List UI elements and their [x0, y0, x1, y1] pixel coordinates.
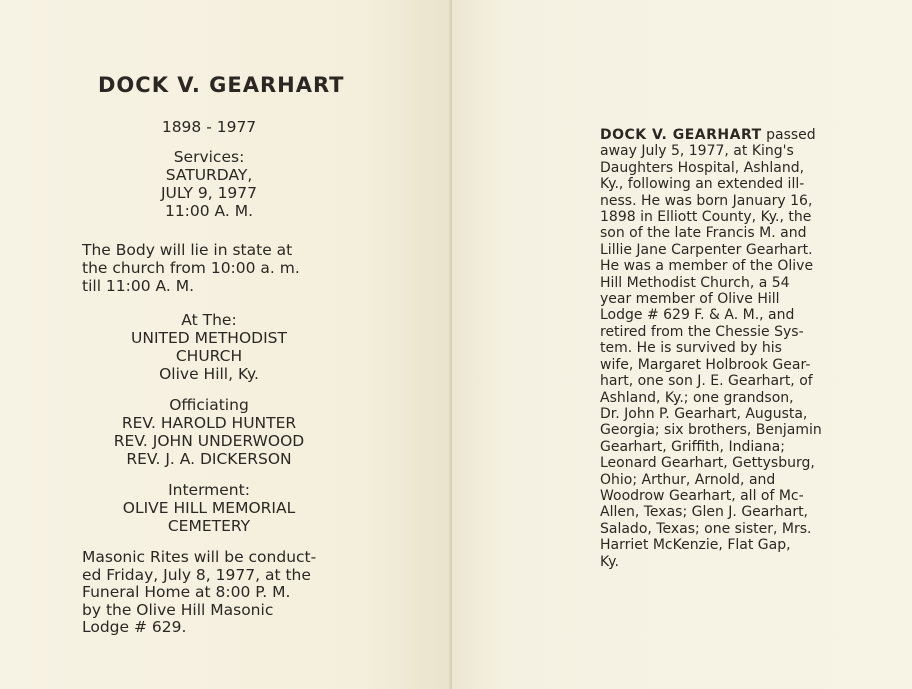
masonic-line: Funeral Home at 8:00 P. M. — [82, 583, 291, 601]
obituary-line: Woodrow Gearhart, all of Mc- — [600, 487, 804, 504]
masonic-line: Lodge # 629. — [82, 618, 187, 636]
obituary-line: 1898 in Elliott County, Ky., the — [600, 209, 812, 226]
obituary-line: Ashland, Ky.; one grandson, — [600, 389, 794, 406]
obituary-line: Ky., following an extended ill- — [600, 176, 805, 193]
cemetery-name-line: OLIVE HILL MEMORIAL — [122, 499, 296, 517]
obituary-line: Hill Methodist Church, a 54 — [600, 274, 790, 291]
obituary-line: Allen, Texas; Glen J. Gearhart, — [600, 504, 809, 521]
obituary-line: Leonard Gearhart, Gettysburg, — [600, 455, 815, 472]
lie-in-state-line: The Body will lie in state at — [82, 241, 293, 259]
obituary-line: hart, one son J. E. Gearhart, of — [600, 373, 813, 390]
interment-block — [80, 481, 338, 535]
interment-label: Interment: — [168, 481, 250, 499]
officiant-name: REV. HAROLD HUNTER — [121, 414, 297, 432]
obituary-line: Harriet McKenzie, Flat Gap, — [600, 537, 791, 554]
officiant-name: REV. J. A. DICKERSON — [126, 450, 292, 468]
masonic-line: Masonic Rites will be conduct- — [82, 548, 317, 566]
obituary-line: Lodge # 629 F. & A. M., and — [600, 307, 795, 324]
obituary-text — [600, 127, 850, 570]
obituary-line: Salado, Texas; one sister, Mrs. — [600, 520, 812, 537]
church-name-line: CHURCH — [175, 347, 243, 365]
obituary-line: Gearhart, Griffith, Indiana; — [600, 438, 785, 455]
at-the-label: At The: — [181, 311, 237, 329]
officiating-label: Officiating — [169, 396, 249, 414]
church-town: Olive Hill, Ky. — [159, 365, 259, 383]
obituary-name: DOCK V. GEARHART — [600, 127, 762, 143]
services-label: Services: — [173, 148, 245, 166]
obituary-line: year member of Olive Hill — [600, 291, 780, 308]
obituary-line: tem. He is survived by his — [600, 340, 782, 357]
obituary-line: Georgia; six brothers, Benjamin — [600, 422, 822, 439]
masonic-rites-notice — [82, 549, 335, 637]
lie-in-state-line: the church from 10:00 a. m. — [82, 259, 300, 277]
services-date: JULY 9, 1977 — [160, 184, 258, 202]
obituary-first-line — [600, 127, 850, 143]
life-years: 1898 - 1977 — [161, 118, 257, 136]
lie-in-state-notice — [82, 241, 335, 295]
services-block — [80, 148, 338, 220]
masonic-line: by the Olive Hill Masonic — [82, 600, 274, 619]
church-name-line: UNITED METHODIST — [131, 329, 287, 347]
cemetery-name-line: CEMETERY — [167, 517, 251, 535]
obituary-line: Lillie Jane Carpenter Gearhart. — [600, 241, 813, 258]
services-time: 11:00 A. M. — [164, 202, 254, 220]
obituary-line: Ky. — [600, 553, 619, 570]
left-page — [0, 0, 452, 689]
obituary-line: ness. He was born January 16, — [600, 192, 813, 209]
masonic-line: ed Friday, July 8, 1977, at the — [82, 565, 311, 584]
officiant-name: REV. JOHN UNDERWOOD — [113, 432, 305, 450]
obituary-line: Ohio; Arthur, Arnold, and — [600, 471, 776, 488]
services-day: SATURDAY, — [165, 166, 253, 184]
obituary-line: Daughters Hospital, Ashland, — [600, 159, 805, 176]
obituary-line: He was a member of the Olive — [600, 258, 814, 275]
deceased-name-title: DOCK V. GEARHART — [98, 73, 345, 97]
obituary-line: wife, Margaret Holbrook Gear- — [600, 356, 811, 373]
officiating-block — [80, 396, 338, 468]
obituary-line: retired from the Chessie Sys- — [600, 323, 804, 340]
obituary-first-line-rest: passed — [761, 127, 816, 143]
obituary-line: Dr. John P. Gearhart, Augusta, — [600, 405, 808, 422]
church-location-block — [80, 311, 338, 383]
obituary-line: son of the late Francis M. and — [600, 225, 807, 242]
lie-in-state-line: till 11:00 A. M. — [82, 277, 195, 295]
obituary-line: away July 5, 1977, at King's — [600, 143, 794, 160]
